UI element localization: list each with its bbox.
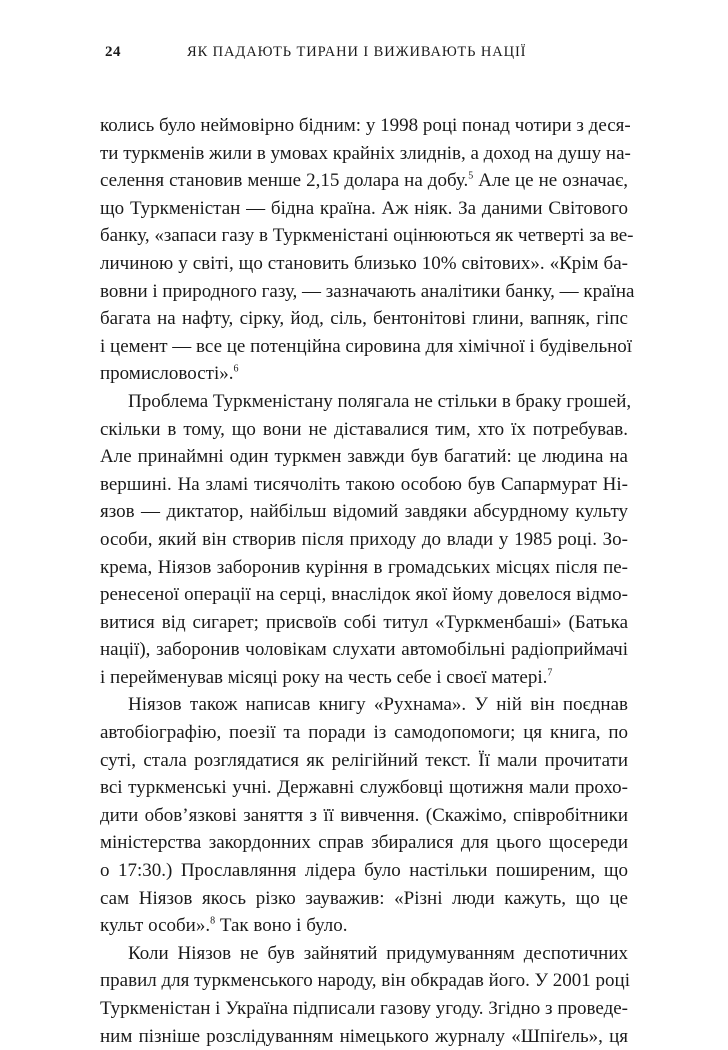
text-line: ти туркменів жили в умовах крайніх злиднів, а доход на душу на- [100, 142, 631, 164]
running-head [105, 44, 625, 72]
text-line: культ особи».$^8$ Так воно і було. [100, 915, 348, 937]
footnote-ref: 5 [468, 170, 474, 182]
text-line: Проблема Туркменістану полягала не стільки в браку грошей, [128, 390, 632, 412]
text-line: міністерства закордонних справ збиралися для цього щосереди [100, 832, 628, 854]
text-line: скільки в тому, що вони не діставалися тим, хто їх потребував. [100, 418, 628, 440]
footnote-ref: 7 [547, 667, 553, 679]
text-line: сам Ніязов якось різко зауважив: «Різні люди кажуть, що це [100, 887, 628, 909]
text-line: вершині. На зламі тисячоліть такою особою був Сапармурат Ні- [100, 473, 628, 495]
text-line: о 17:30.) Прославляння лідера було настільки поширеним, що [100, 860, 628, 882]
text-line: автобіографію, поезії та поради із самодопомоги; ця книга, по [100, 722, 628, 744]
body-text [100, 112, 635, 1050]
text-line: правил для туркменського народу, він обкрадав його. У 2001 році [100, 970, 630, 992]
text-line: і цемент — все це потенційна сировина для хімічної і будівельної [100, 335, 633, 357]
text-line: багата на нафту, сірку, йод, сіль, бентонітові глини, вапняк, гіпс [100, 308, 628, 330]
text-line: промисловості».$^6$ [100, 363, 239, 385]
text-line: витися від сигарет; присвоїв собі титул «Туркменбаші» (Батька [100, 611, 628, 633]
text-line: що Туркменістан — бідна країна. Аж ніяк. За даними Світового [100, 197, 628, 219]
text-line: всі туркменські учні. Державні службовці щотижня мали прохо- [100, 777, 628, 799]
text-line: селення становив менше 2,15 долара на добу.$^5$ Але це не означає, [100, 170, 628, 192]
text-line: язов — диктатор, найбільш відомий завдяки абсурдному культу [100, 501, 628, 523]
text-line: колись було неймовірно бідним: у 1998 році понад чотири з деся- [100, 115, 631, 136]
text-line: вовни і природного газу, — зазначають аналітики банку, — країна [100, 280, 635, 302]
footnote-ref: 6 [233, 364, 239, 376]
text-line: Ніязов також написав книгу «Рухнама». У ній він поєднав [128, 694, 628, 716]
footnote-ref: 8 [210, 915, 216, 927]
text-line: ренесеної операції на серці, внаслідок якої йому довелося відмо- [100, 584, 628, 606]
text-line: ним пізніше розслідуванням німецького журналу «Шпіґель», ця [100, 1025, 628, 1047]
text-line: особи, який він створив після приходу до влади у 1985 році. Зо- [100, 528, 628, 550]
page-number: 24 [105, 44, 121, 60]
text-line: крема, Ніязов заборонив куріння в громадських місцях після пе- [100, 556, 628, 578]
text-line: суті, стала розглядатися як релігійний текст. Її мали прочитати [100, 749, 628, 771]
text-line: нації), заборонив чоловікам слухати автомобільні радіоприймачі [100, 639, 628, 661]
text-line: личиною у світі, що становить близько 10% світових». «Крім ба- [100, 252, 628, 274]
book-title: ЯК ПАДАЮТЬ ТИРАНИ І ВИЖИВАЮТЬ НАЦІЇ [187, 44, 527, 60]
text-line: дити обов’язкові заняття з її вивчення. (Скажімо, співробітники [100, 804, 628, 826]
text-line: Але принаймні один туркмен завжди був багатий: це людина на [100, 446, 628, 468]
text-line: і перейменував місяці року на честь себе і своєї матері.$^7$ [100, 666, 553, 688]
text-line: банку, «запаси газу в Туркменістані оцінюються як четверті за ве- [100, 225, 634, 247]
text-line: Коли Ніязов не був зайнятий придумуванням деспотичних [128, 942, 628, 964]
text-line: Туркменістан і Україна підписали газову угоду. Згідно з проведе- [100, 998, 628, 1019]
